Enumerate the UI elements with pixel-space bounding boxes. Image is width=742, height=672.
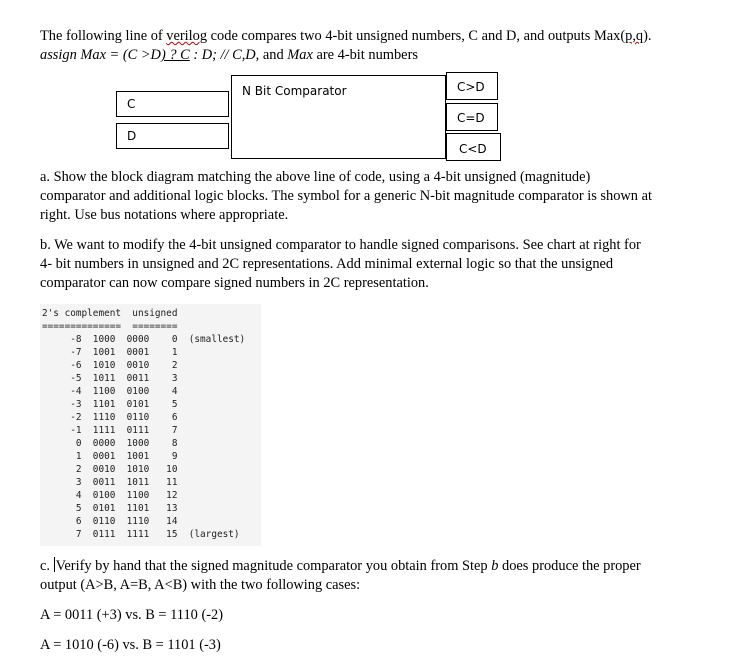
table-row: 7 0111 1111 15 (largest): [42, 529, 240, 540]
output-gt-label: C>D: [457, 80, 485, 94]
assign-rest: : D; // C,D,: [189, 47, 260, 63]
table-row: -6 1010 0010 2: [42, 360, 178, 371]
part-a-line-3: right. Use bus notations where appropriate.: [40, 207, 289, 223]
table-row: 2 0010 1010 10: [42, 464, 178, 475]
assign-ternary: ) ? C: [160, 47, 190, 63]
assign-and: and: [259, 47, 288, 63]
table-row: 4 0100 1100 12: [42, 490, 178, 501]
intro-end: ).: [643, 28, 652, 44]
input-d-label: D: [127, 129, 137, 143]
table-rule: ============== ========: [42, 321, 178, 332]
table-row: 5 0101 1101 13: [42, 503, 178, 514]
table-row: -8 1000 0000 0 (smallest): [42, 334, 246, 345]
assign-keyword: assign Max: [40, 47, 106, 63]
input-c-box: [116, 91, 229, 117]
output-eq-box: [446, 103, 498, 131]
number-table: [40, 304, 261, 546]
table-row: -5 1011 0011 3: [42, 373, 178, 384]
part-a-line-1: a. Show the block diagram matching the above line of code, using a 4-bit unsigned (magnitude): [40, 169, 591, 185]
assign-expr: = (C >D: [105, 47, 161, 63]
part-c-line-2: output (A>B, A=B, A<B) with the two following cases:: [40, 577, 361, 593]
part-c-case-2: A = 1010 (-6) vs. B = 1101 (-3): [40, 637, 221, 653]
input-d-box: [116, 123, 229, 149]
output-lt-label: C<D: [459, 142, 487, 156]
input-c-label: C: [127, 97, 136, 111]
output-lt-box: [446, 133, 501, 161]
part-a-line-2: comparator and additional logic blocks. The symbol for a generic N-bit magnitude comparator is shown at: [40, 188, 652, 204]
part-c-end: does produce the proper: [498, 558, 641, 574]
part-b-line-2: 4- bit numbers in unsigned and 2C representations. Add minimal external logic so that the unsigned: [40, 256, 614, 272]
table-row: -1 1111 0111 7: [42, 425, 178, 436]
part-c-step-b: b: [491, 558, 499, 574]
table-row: 1 0001 1001 9: [42, 451, 178, 462]
table-header: 2's complement unsigned: [42, 308, 178, 319]
table-row: -7 1001 0001 1: [42, 347, 178, 358]
part-c-text: Verify by hand that the signed magnitude comparator you obtain from Step: [55, 558, 492, 574]
part-c-case-1: A = 0011 (+3) vs. B = 1110 (-2): [40, 607, 224, 623]
intro-verilog-word: verilog: [166, 28, 208, 44]
output-gt-box: [446, 72, 498, 100]
part-b-line-3: comparator can now compare signed numbers in 2C representation.: [40, 275, 429, 291]
intro-pq: p,q: [625, 28, 644, 44]
table-row: -4 1100 0100 4: [42, 386, 178, 397]
output-eq-label: C=D: [457, 111, 485, 125]
table-row: 0 0000 1000 8: [42, 438, 178, 449]
part-b-line-1: b. We want to modify the 4-bit unsigned comparator to handle signed comparisons. See chart at right for: [40, 237, 641, 253]
intro-line-1: [40, 27, 652, 46]
table-row: -3 1101 0101 5: [42, 399, 178, 410]
comparator-block: [231, 75, 446, 159]
comparator-label: N Bit Comparator: [242, 84, 347, 98]
intro-text: The following line of: [40, 28, 167, 44]
part-c-line-1: [40, 557, 641, 576]
intro-line-2: [40, 46, 418, 65]
table-row: 6 0110 1110 14: [42, 516, 178, 527]
assign-max: Max: [287, 47, 313, 63]
table-row: 3 0011 1011 11: [42, 477, 178, 488]
intro-text-2: code compares two 4-bit unsigned numbers, C and D, and outputs Max(: [207, 28, 626, 44]
part-c-prefix: c.: [40, 558, 54, 574]
assign-tail: are 4-bit numbers: [312, 47, 418, 63]
text-cursor: [54, 557, 55, 572]
table-row: -2 1110 0110 6: [42, 412, 178, 423]
